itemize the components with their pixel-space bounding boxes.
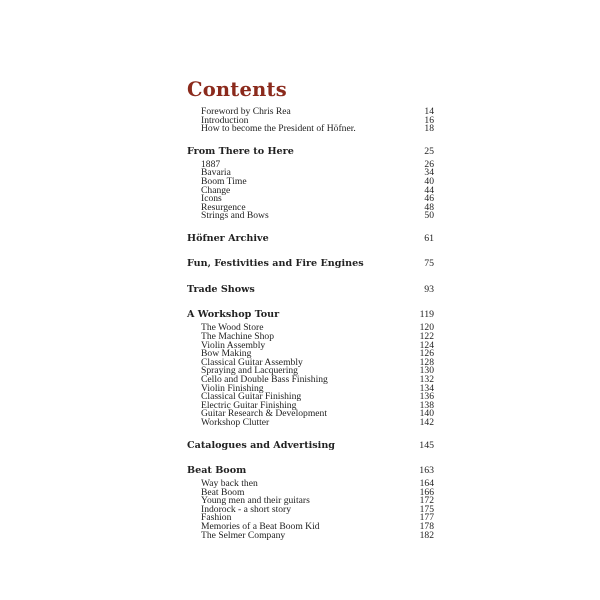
toc-entry-label: The Wood Store	[201, 322, 264, 334]
toc-entry-label: Icons	[201, 193, 222, 205]
toc-section-page-number: 93	[424, 283, 434, 295]
contents-page	[187, 78, 434, 540]
toc-entry	[187, 529, 434, 541]
toc-entry-page-number: 46	[424, 193, 434, 205]
toc-section-heading	[187, 440, 434, 452]
toc-entry-page-number: 140	[419, 408, 434, 420]
toc-entry-page-number: 44	[424, 184, 434, 196]
toc-entry-label: Indorock - a short story	[201, 503, 292, 515]
toc-entry-label: Bavaria	[201, 167, 231, 179]
toc-entry-label: Classical Guitar Finishing	[201, 391, 302, 403]
toc-section-label: Fun, Festivities and Fire Engines	[187, 258, 364, 270]
toc-entry-label: Electric Guitar Finishing	[201, 399, 297, 411]
toc-entry-label: Way back then	[201, 478, 258, 490]
toc-entry-page-number: 166	[419, 486, 434, 498]
toc-section-page-number: 25	[424, 145, 434, 157]
toc-section-heading	[187, 465, 434, 477]
toc-section-heading	[187, 146, 434, 158]
toc-entry-label: Memories of a Beat Boom Kid	[201, 521, 320, 533]
toc-entry-label: Workshop Clutter	[201, 416, 270, 428]
toc-entry-page-number: 40	[424, 175, 434, 187]
toc-entry-page-number: 182	[419, 529, 434, 541]
toc-entry-page-number: 120	[419, 322, 434, 334]
toc-section-label: Höfner Archive	[187, 232, 269, 244]
toc-entry	[187, 212, 434, 221]
toc-entry-page-number: 175	[419, 503, 434, 515]
toc-entry-label: Beat Boom	[201, 486, 245, 498]
toc-entry-label: Young men and their guitars	[201, 495, 310, 507]
toc-section-heading	[187, 258, 434, 270]
toc-section-label: Catalogues and Advertising	[187, 439, 336, 451]
toc-entry-label: Fashion	[201, 512, 232, 524]
toc-entry-page-number: 136	[419, 391, 434, 403]
toc-section-heading	[187, 309, 434, 321]
toc-entry	[187, 125, 434, 134]
toc-entry-label: Violin Finishing	[201, 382, 264, 394]
toc-entry-label: Bow Making	[201, 348, 252, 360]
toc-section-page-number: 145	[419, 439, 434, 451]
toc-entry	[187, 416, 434, 428]
page-title: Contents	[187, 78, 287, 101]
toc-section-label: A Workshop Tour	[187, 309, 280, 321]
toc-section-page-number: 163	[419, 465, 434, 477]
toc-entry-page-number: 18	[424, 123, 434, 135]
toc-entry-page-number: 178	[419, 521, 434, 533]
toc-entry-label: Spraying and Lacquering	[201, 365, 298, 377]
toc-entry-label: Cello and Double Bass Finishing	[201, 374, 328, 385]
toc-entry-page-number: 128	[419, 356, 434, 368]
toc-entry-page-number: 48	[424, 201, 434, 213]
toc-entry-page-number: 26	[424, 158, 434, 170]
toc-entry-label: Violin Assembly	[201, 339, 266, 351]
toc-section-label: Beat Boom	[187, 465, 247, 477]
toc-entry-page-number: 16	[424, 114, 434, 126]
toc-entry	[187, 184, 434, 196]
toc-entry-page-number: 124	[419, 339, 434, 351]
toc-section-page-number: 119	[419, 309, 434, 321]
toc-section-page-number: 75	[424, 258, 434, 270]
toc-entry-label: Boom Time	[201, 175, 247, 187]
toc-entry-page-number: 130	[419, 365, 434, 377]
toc-entry-label: The Machine Shop	[201, 331, 275, 343]
toc-entry-label: Foreword by Chris Rea	[201, 106, 291, 117]
toc-entry-label: Introduction	[201, 114, 249, 126]
toc-entry-page-number: 14	[424, 106, 434, 117]
toc-entry-page-number: 132	[419, 374, 434, 385]
toc-entry-page-number: 126	[419, 348, 434, 360]
toc-entry-label: Strings and Bows	[201, 210, 269, 222]
toc-section-label: From There to Here	[187, 145, 294, 157]
toc-entry-page-number: 138	[419, 399, 434, 411]
toc-entry-label: Change	[201, 184, 231, 196]
toc-section-heading	[187, 233, 434, 245]
toc-entry-page-number: 134	[419, 382, 434, 394]
toc-entry-page-number: 142	[419, 416, 434, 428]
toc-entry-label: Resurgence	[201, 201, 246, 213]
toc-section-label: Trade Shows	[187, 283, 255, 295]
toc-entry-page-number: 50	[424, 210, 434, 222]
toc-entry-page-number: 164	[419, 478, 434, 490]
toc-entry-page-number: 177	[419, 512, 434, 524]
toc-entry-page-number: 34	[424, 167, 434, 179]
toc-entry-label: How to become the President of Höfner.	[201, 123, 356, 135]
toc-section-heading	[187, 284, 434, 296]
toc-entry-page-number: 172	[419, 495, 434, 507]
toc-entry-page-number: 122	[419, 331, 434, 343]
toc-entry-label: Guitar Research & Development	[201, 408, 328, 420]
toc-entry-label: Classical Guitar Assembly	[201, 356, 303, 368]
table-of-contents	[187, 108, 434, 540]
toc-section-page-number: 61	[424, 232, 434, 244]
toc-entry-label: The Selmer Company	[201, 529, 286, 541]
toc-entry-label: 1887	[201, 158, 221, 170]
